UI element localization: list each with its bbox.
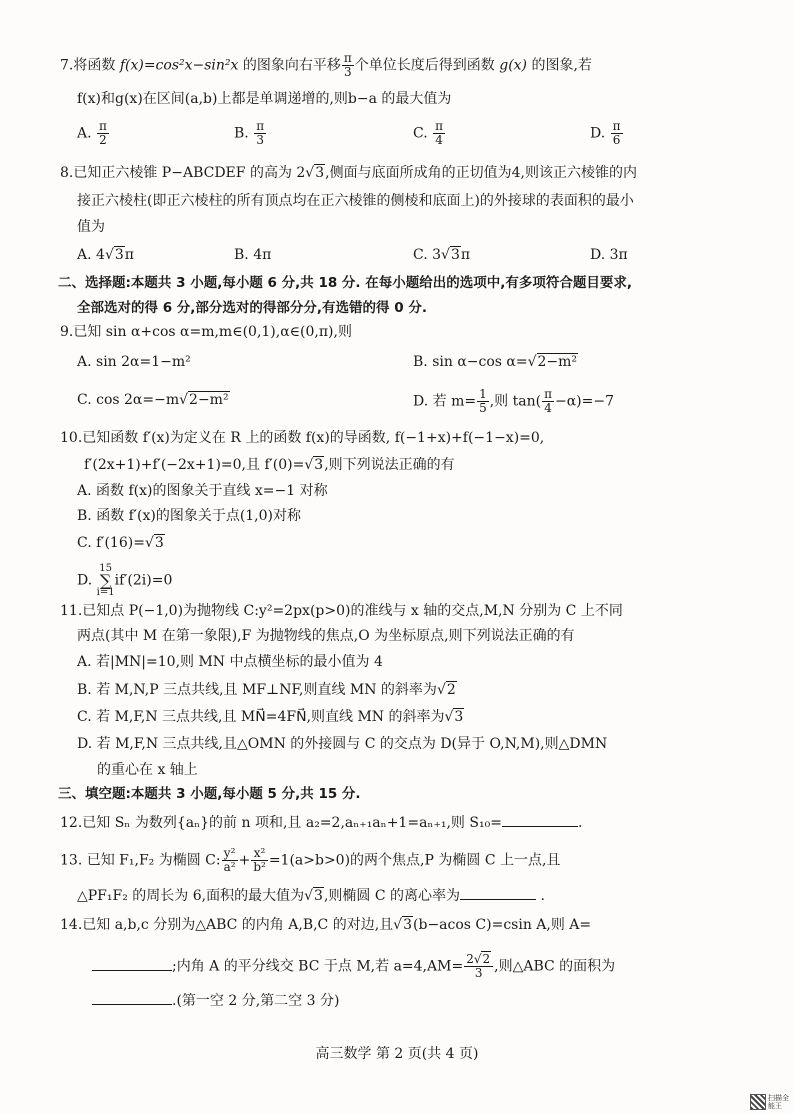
q12-stem: 12.已知 Sₙ 为数列{aₙ}的前 n 项和,且 a₂=2,aₙ₊₁aₙ+1=aₙ₊₁,则 S₁₀= . [60,812,582,833]
q9-option-b: B. sin α−cos α=√2−m² [413,354,578,370]
q8-option-d: D. 3π [590,247,628,263]
q9-stem: 9.已知 sin α+cos α=m,m∈(0,1),α∈(0,π),则 [60,324,352,340]
scanner-watermark: 扫描全能王 [768,1094,789,1110]
q14-answer-blank-2 [92,990,172,1005]
q13-answer-blank [460,885,536,900]
q14-line1: 14.已知 a,b,c 分别为△ABC 的内角 A,B,C 的对边,且√3(b−acos C)=csin A,则 A= [60,917,592,933]
q8-number: 8. [60,165,74,181]
qr-code-icon [750,1094,766,1110]
q8-line1: 8.已知正六棱锥 P−ABCDEF 的高为 2√3,侧面与底面所成角的正切值为4,则该正六棱锥的内 [60,165,637,181]
q10-option-d: D. 15 ∑ i=1if′(2i)=0 [77,563,173,598]
q8-option-c: C. 3√3π [413,247,471,263]
section3-heading: 三、填空题:本题共 3 小题,每小题 5 分,共 15 分. [58,786,361,802]
q9-option-d: D. 若 m= $\frac{1}{5}$ ,则 tan( $\frac{\pi}{4}$ −α)=−7 [413,387,614,415]
q11-line2: 两点(其中 M 在第一象限),F 为抛物线的焦点,O 为坐标原点,则下列说法正确的有 [77,628,575,644]
summation-symbol: 15 ∑ i=1 [96,563,115,598]
q11-option-d-line2: 的重心在 x 轴上 [97,762,198,778]
q9-option-a: A. sin 2α=1−m² [77,354,191,370]
q7-line1: 7.将函数 f(x)=cos²x−sin²x 的图象向右平移 $\frac{\pi}{3}$ 个单位长度后得到函数 g(x) 的图象,若 [60,51,592,79]
q10-line2: f′(2x+1)+f′(−2x+1)=0,且 f′(0)=√3,则下列说法正确的有 [84,457,455,473]
q10-line1: 10.已知函数 f′(x)为定义在 R 上的函数 f(x)的导函数, f(−1+x)+f(−1−x)=0, [60,430,545,446]
q9-option-c: C. cos 2α=−m√2−m² [77,392,229,408]
section2-heading: 二、选择题:本题共 3 小题,每小题 6 分,共 18 分. 在每小题给出的选项中,有多项符合题目要求, [58,275,633,291]
q12-answer-blank [502,812,578,827]
page-footer: 高三数学 第 2 页(共 4 页) [315,1046,479,1062]
q10-option-a: A. 函数 f(x)的图象关于直线 x=−1 对称 [77,483,328,499]
q11-option-a: A. 若|MN|=10,则 MN 中点横坐标的最小值为 4 [77,654,383,670]
q14-line2: ;内角 A 的平分线交 BC 于点 M,若 a=4,AM= $\frac{2√2}{3}$ ,则△ABC 的面积为 [92,953,615,980]
section2-instructions: 全部选对的得 6 分,部分选对的得部分分,有选错的得 0 分. [77,300,427,316]
q7-option-b: B. $\frac{\pi}{3}$ [234,119,265,147]
q8-line3: 值为 [77,219,105,235]
q11-option-c: C. 若 M,F,N 三点共线,且 MN⃗=4FN⃗,则直线 MN 的斜率为√3 [77,709,464,725]
q7-option-c: C. $\frac{\pi}{4}$ [413,119,444,147]
q8-option-b: B. 4π [234,247,272,263]
q7-shift-fraction: $\frac{\pi}{3}$ [343,51,352,79]
q13-line2: △PF₁F₂ 的周长为 6,面积的最大值为√3,则椭圆 C 的离心率为 . [77,885,545,906]
q10-option-b: B. 函数 f′(x)的图象关于点(1,0)对称 [77,508,302,524]
q11-option-d-line1: D. 若 M,F,N 三点共线,且△OMN 的外接圆与 C 的交点为 D(异于 O,N,M),则△DMN [77,736,608,752]
q10-option-c: C. f′(16)=√3 [77,535,164,551]
q11-line1: 11.已知点 P(−1,0)为抛物线 C:y²=2px(p>0)的准线与 x 轴的交点,M,N 分别为 C 上不同 [60,603,623,619]
q7-line2: f(x)和g(x)在区间(a,b)上都是单调递增的,则b−a 的最大值为 [77,91,452,107]
q7-option-a: A. $\frac{\pi}{2}$ [77,119,107,147]
q14-line3: .(第一空 2 分,第二空 3 分) [92,990,339,1011]
q7-option-d: D. $\frac{\pi}{6}$ [590,119,621,147]
q7-number: 7. [60,57,74,74]
q11-option-b: B. 若 M,N,P 三点共线,且 MF⊥NF,则直线 MN 的斜率为√2 [77,682,456,698]
q8-option-a: A. 4√3π [77,247,134,263]
q8-line2: 接正六棱柱(即正六棱柱的所有顶点均在正六棱锥的侧棱和底面上)的外接球的表面积的最小 [77,193,634,209]
q13-line1: 13. 已知 F₁,F₂ 为椭圆 C: $\frac{\text{y²}}{\text{a²}}$ + $\frac{\text{x²}}{\text{b²}}$ =1(a>b>0)的两个焦点,P 为椭圆 C 上一点,且 [60,846,561,874]
q14-answer-blank-1 [92,956,172,971]
